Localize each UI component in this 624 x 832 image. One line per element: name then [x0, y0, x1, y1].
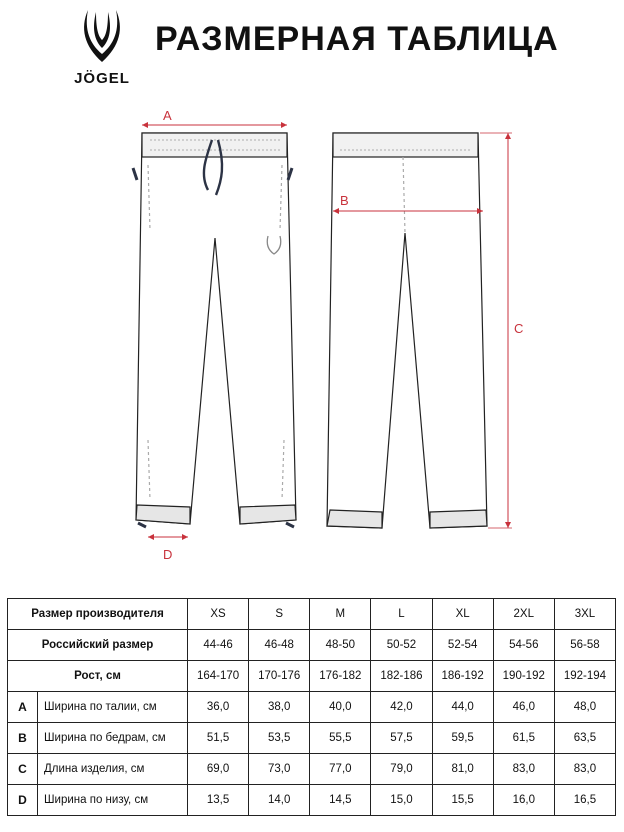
table-cell: 15,0	[371, 785, 432, 816]
label-c: C	[514, 321, 524, 336]
table-cell: 48,0	[554, 692, 615, 723]
table-cell: 164-170	[188, 661, 249, 692]
table-cell: 63,5	[554, 723, 615, 754]
table-row	[8, 754, 616, 785]
table-cell: 50-52	[371, 630, 432, 661]
table-cell: 52-54	[432, 630, 493, 661]
table-row	[8, 692, 616, 723]
pants-front-view	[133, 133, 296, 527]
table-cell: 16,0	[493, 785, 554, 816]
table-cell: 38,0	[249, 692, 310, 723]
table-cell: 190-192	[493, 661, 554, 692]
row-label: Ширина по низу, см	[38, 785, 188, 816]
page-title: РАЗМЕРНАЯ ТАБЛИЦА	[155, 20, 559, 58]
table-row	[8, 723, 616, 754]
table-cell: XL	[432, 599, 493, 630]
table-cell: 73,0	[249, 754, 310, 785]
table-cell: 170-176	[249, 661, 310, 692]
table-cell: M	[310, 599, 371, 630]
table-cell: 14,5	[310, 785, 371, 816]
pants-back-view	[327, 133, 487, 528]
row-letter: C	[8, 754, 38, 785]
table-cell: 61,5	[493, 723, 554, 754]
table-cell: 77,0	[310, 754, 371, 785]
row-label: Длина изделия, см	[38, 754, 188, 785]
row-label: Ширина по бедрам, см	[38, 723, 188, 754]
table-cell: 44,0	[432, 692, 493, 723]
table-row	[8, 630, 616, 661]
table-cell: 2XL	[493, 599, 554, 630]
table-cell: 83,0	[493, 754, 554, 785]
table-cell: 36,0	[188, 692, 249, 723]
measurement-c	[480, 133, 523, 528]
table-cell: 54-56	[493, 630, 554, 661]
row-label: Ширина по талии, см	[38, 692, 188, 723]
table-cell: 48-50	[310, 630, 371, 661]
table-cell: 83,0	[554, 754, 615, 785]
table-cell: 14,0	[249, 785, 310, 816]
row-label: Российский размер	[8, 630, 188, 661]
brand-emblem-icon	[70, 8, 134, 66]
table-cell: 55,5	[310, 723, 371, 754]
label-b: B	[340, 193, 349, 208]
table-cell: XS	[188, 599, 249, 630]
row-letter: A	[8, 692, 38, 723]
table-row	[8, 599, 616, 630]
measurement-d	[148, 534, 188, 562]
table-cell: 51,5	[188, 723, 249, 754]
table-cell: 3XL	[554, 599, 615, 630]
table-cell: 81,0	[432, 754, 493, 785]
row-letter: D	[8, 785, 38, 816]
pants-diagram	[0, 95, 624, 565]
table-row	[8, 785, 616, 816]
table-cell: 13,5	[188, 785, 249, 816]
table-cell: 69,0	[188, 754, 249, 785]
size-table	[7, 598, 616, 816]
table-cell: 40,0	[310, 692, 371, 723]
table-cell: 59,5	[432, 723, 493, 754]
row-label: Размер производителя	[8, 599, 188, 630]
table-cell: S	[249, 599, 310, 630]
table-cell: 57,5	[371, 723, 432, 754]
label-a: A	[163, 108, 172, 123]
table-cell: 79,0	[371, 754, 432, 785]
table-cell: 56-58	[554, 630, 615, 661]
table-cell: 44-46	[188, 630, 249, 661]
row-label: Рост, см	[8, 661, 188, 692]
table-cell: 186-192	[432, 661, 493, 692]
brand-logo	[62, 8, 142, 90]
table-row	[8, 661, 616, 692]
row-letter: B	[8, 723, 38, 754]
table-cell: 53,5	[249, 723, 310, 754]
table-cell: 42,0	[371, 692, 432, 723]
table-cell: 192-194	[554, 661, 615, 692]
table-cell: 176-182	[310, 661, 371, 692]
label-d: D	[163, 547, 173, 562]
table-cell: L	[371, 599, 432, 630]
brand-name: JÖGEL	[74, 70, 130, 87]
table-cell: 15,5	[432, 785, 493, 816]
table-cell: 182-186	[371, 661, 432, 692]
table-cell: 46,0	[493, 692, 554, 723]
table-cell: 16,5	[554, 785, 615, 816]
table-cell: 46-48	[249, 630, 310, 661]
measurement-a	[142, 108, 287, 128]
